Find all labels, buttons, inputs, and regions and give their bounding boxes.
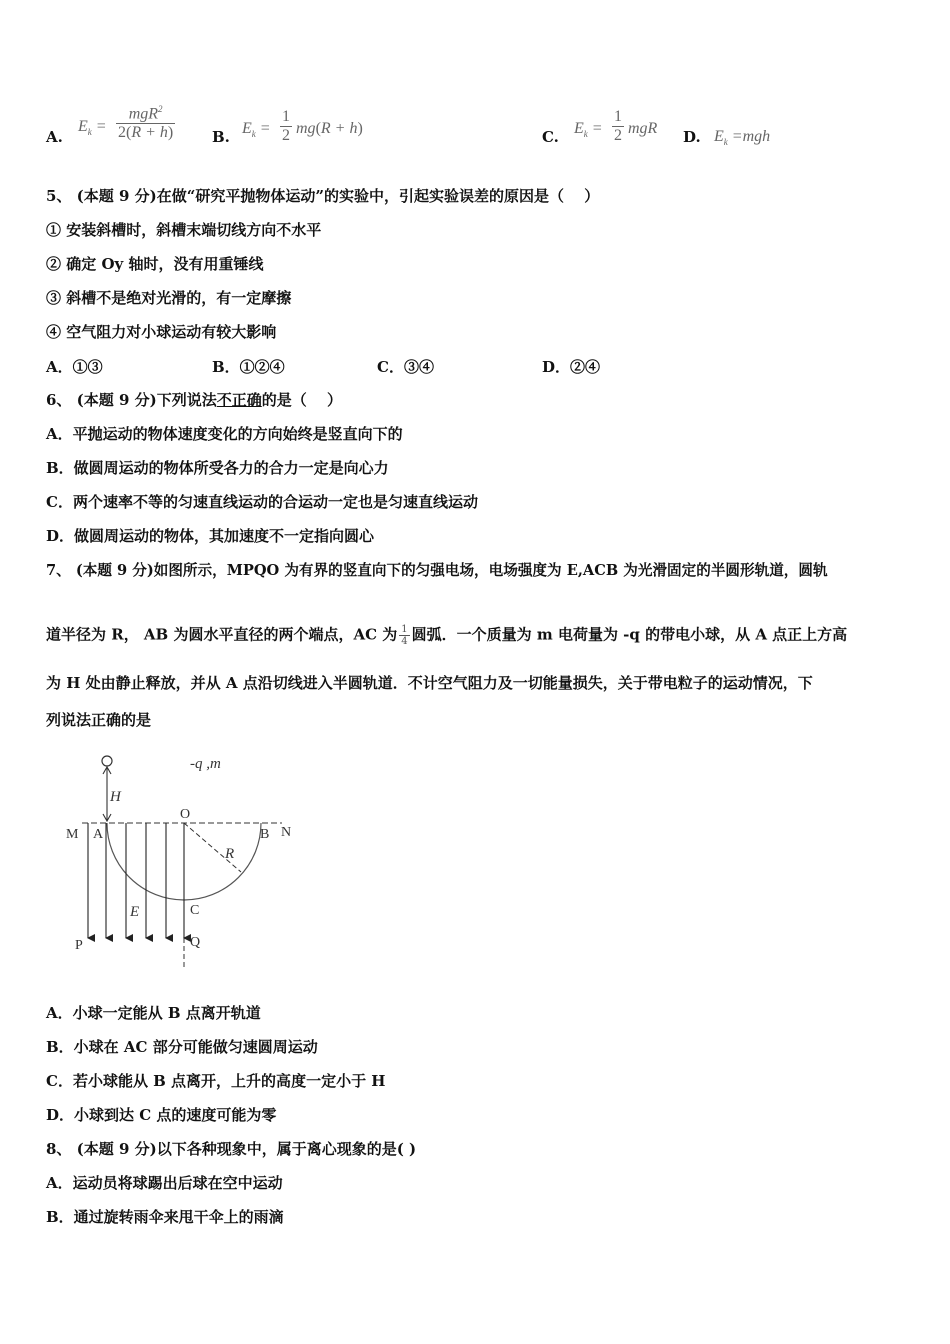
label-b: B	[260, 827, 270, 842]
label-p: P	[75, 938, 83, 953]
q4-option-a-label: A.	[46, 128, 63, 146]
q7-line-3: 为 H 处由静止释放，并从 A 点沿切线进入半圆轨道．不计空气阻力及一切能量损失，关于带电粒子的运动情况，下	[46, 674, 813, 692]
q6-stem-post: 的是（ ）	[261, 391, 342, 409]
ball	[102, 756, 112, 766]
q7-option-b: B．小球在 AC 部分可能做匀速圆周运动	[46, 1038, 318, 1056]
q7-option-a: A．小球一定能从 B 点离开轨道	[46, 1004, 261, 1022]
q7-fraction-num: 1	[401, 624, 408, 635]
q7-option-d: D．小球到达 C 点的速度可能为零	[46, 1106, 277, 1124]
q4-option-d-formula: $E_k =mgh$	[714, 128, 771, 148]
label-c: C	[190, 903, 200, 918]
q4-option-b-label: B.	[212, 128, 230, 146]
label-e: E	[130, 904, 140, 920]
q5-item-1: ① 安装斜槽时，斜槽末端切线方向不水平	[46, 221, 322, 239]
label-m: M	[66, 827, 79, 842]
q6-stem-pre: 6、 (本题 9 分)下列说法	[46, 391, 217, 409]
q5-option-d: D．②④	[542, 358, 601, 376]
q8-option-a: A．运动员将球踢出后球在空中运动	[46, 1174, 283, 1192]
q7-line-2	[46, 624, 847, 647]
q7-line-1: 7、 (本题 9 分)如图所示，MPQO 为有界的竖直向下的匀强电场，电场强度为 E,ACB 为光滑固定的半圆形轨道，圆轨	[46, 562, 828, 579]
q5-item-3: ③ 斜槽不是绝对光滑的，有一定摩擦	[46, 289, 292, 307]
label-o: O	[180, 807, 191, 822]
q4-option-c-label: C.	[542, 128, 559, 146]
q6-option-a: A．平抛运动的物体速度变化的方向始终是竖直向下的	[46, 425, 403, 443]
q6-option-d: D．做圆周运动的物体，其加速度不一定指向圆心	[46, 527, 375, 545]
q6-option-c: C．两个速率不等的匀速直线运动的合运动一定也是匀速直线运动	[46, 493, 478, 511]
label-a: A	[93, 827, 104, 842]
label-q: Q	[190, 935, 201, 950]
q7-figure	[60, 748, 310, 976]
q7-line-4: 列说法正确的是	[46, 711, 152, 729]
q7-fraction-den: 4	[401, 636, 408, 647]
q5-option-a: A．①③	[46, 358, 103, 376]
q5-item-2: ② 确定 Oy 轴时，没有用重锤线	[46, 255, 264, 273]
q6-stem	[46, 390, 342, 410]
q7-option-c: C．若小球能从 B 点离开，上升的高度一定小于 H	[46, 1072, 386, 1090]
q5-option-c: C．③④	[377, 358, 434, 376]
q5-stem: 5、 (本题 9 分)在做“研究平抛物体运动”的实验中，引起实验误差的原因是（ ）	[46, 187, 600, 205]
q8-option-b: B．通过旋转雨伞来甩干伞上的雨滴	[46, 1208, 284, 1226]
q5-option-b: B．①②④	[212, 358, 285, 376]
q7-line-2-post: 圆弧．一个质量为 m 电荷量为 -q 的带电小球，从 A 点正上方高	[411, 625, 848, 644]
q4-option-d-label: D.	[683, 128, 701, 146]
label-h: H	[110, 789, 121, 805]
q7-line-2-pre: 道半径为 R， AB 为圆水平直径的两个端点，AC 为	[46, 625, 398, 644]
label-charge: -q ,m	[190, 756, 221, 772]
q5-item-4: ④ 空气阻力对小球运动有较大影响	[46, 323, 277, 341]
label-n: N	[281, 825, 292, 840]
q7-fraction	[399, 624, 409, 647]
q6-option-b: B．做圆周运动的物体所受各力的合力一定是向心力	[46, 459, 389, 477]
label-r: R	[225, 846, 235, 862]
q6-stem-underline: 不正确	[216, 391, 262, 409]
q8-stem: 8、 (本题 9 分)以下各种现象中，属于离心现象的是( )	[46, 1140, 417, 1158]
